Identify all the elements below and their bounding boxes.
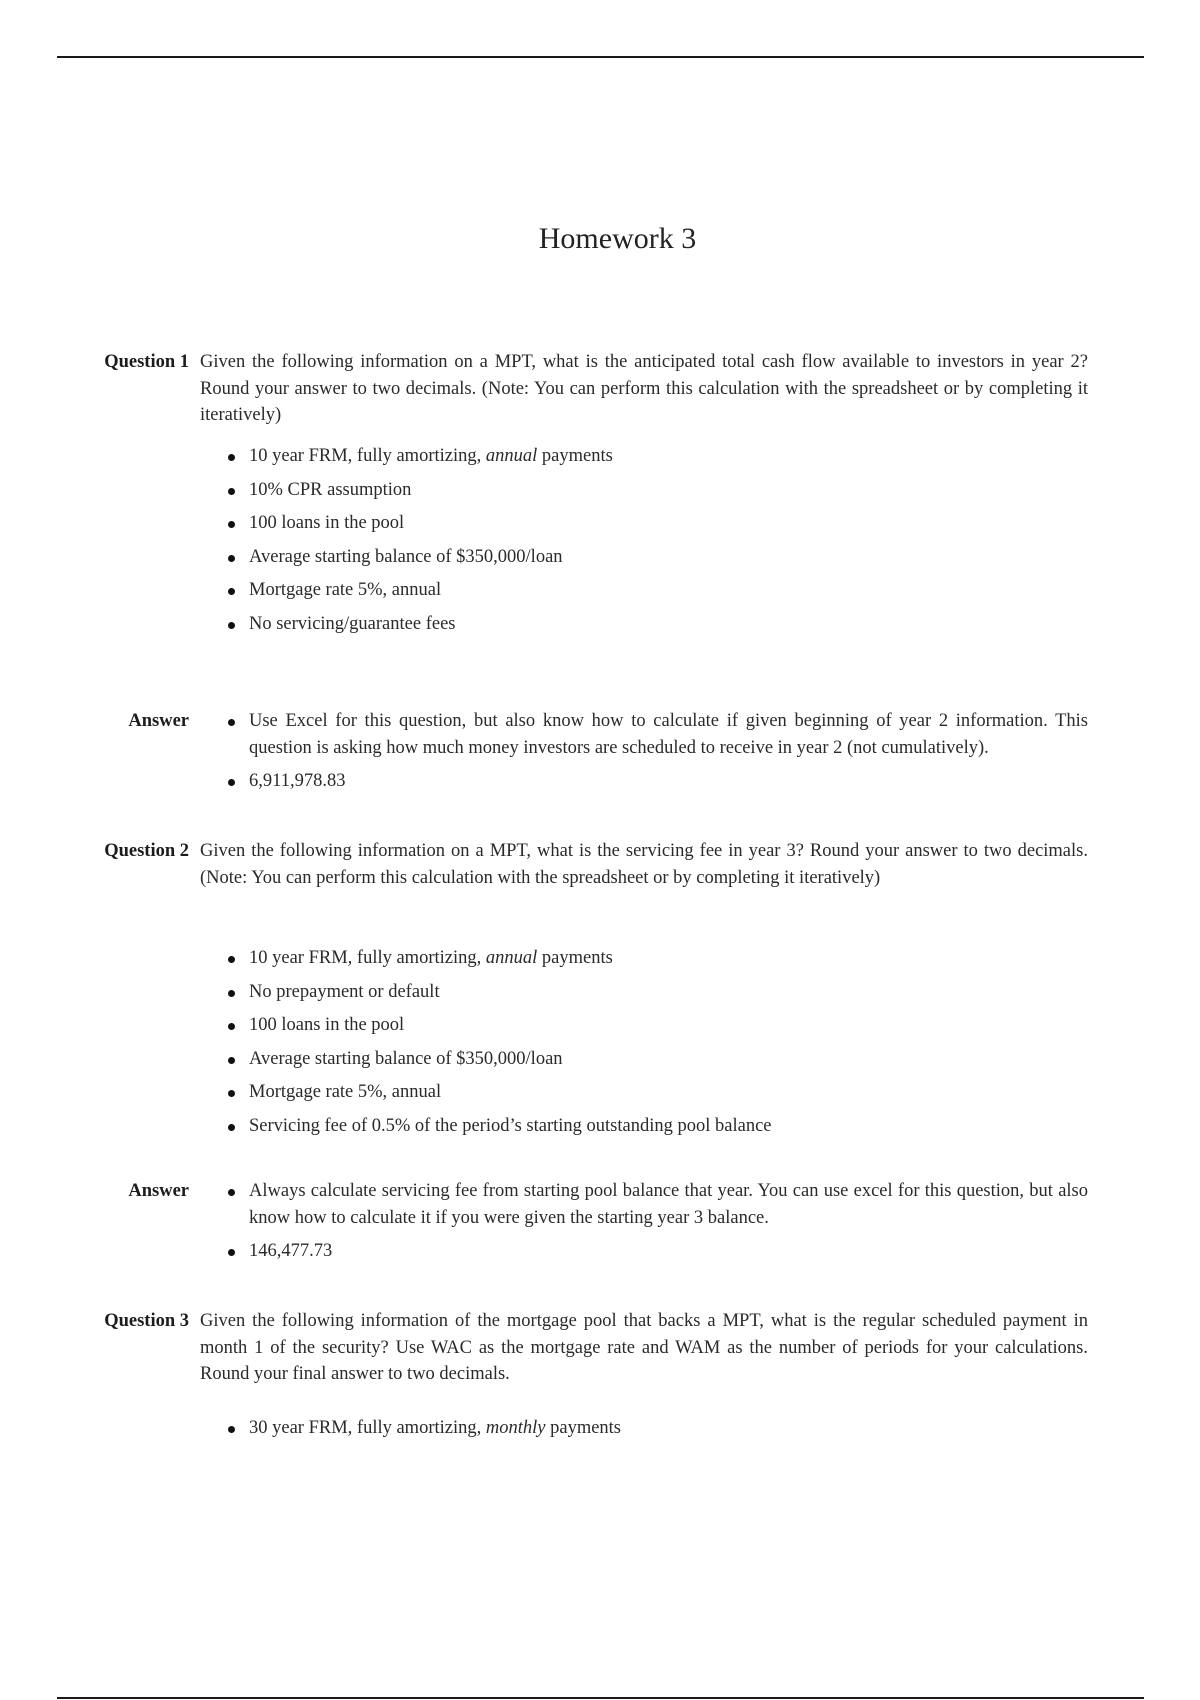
page-title: Homework 3 [538, 222, 697, 255]
header-rule [57, 56, 1144, 58]
answer-value: 146,477.73 [226, 1238, 1088, 1265]
list-item: Servicing fee of 0.5% of the period’s starting outstanding pool balance [226, 1113, 1088, 1140]
question-prompt: Given the following information of the mortgage pool that backs a MPT, what is the regular scheduled payment in month 1 of the security? Use WAC as the mortgage rate and WAM as the number of periods for your calculations. Round your final answer to two decimals. [200, 1311, 1088, 1384]
answer-label: Answer [128, 711, 189, 731]
list-item: Mortgage rate 5%, annual [226, 1079, 1088, 1106]
list-item: Average starting balance of $350,000/loan [226, 544, 1088, 571]
question-conditions-list [226, 1415, 1088, 1442]
question-prompt: Given the following information on a MPT, what is the servicing fee in year 3? Round your answer to two decimals. (Note: You can perform this calculation with the spreadsheet or by completing it iteratively) [200, 841, 1088, 888]
answer-list [226, 1178, 1088, 1265]
answer-note: Use Excel for this question, but also know how to calculate if given beginning of year 2 information. This question is asking how much money investors are scheduled to receive in year 2 (not cumulatively). [226, 708, 1088, 761]
answer-list [226, 708, 1088, 795]
question-conditions-list [226, 945, 1088, 1139]
list-item: 10 year FRM, fully amortizing, annual payments [226, 945, 1088, 972]
list-item: 10 year FRM, fully amortizing, annual payments [226, 443, 1088, 470]
list-item: Average starting balance of $350,000/loan [226, 1046, 1088, 1073]
question-label: Question 3 [104, 1311, 189, 1331]
footer-rule [57, 1697, 1144, 1699]
list-item: 30 year FRM, fully amortizing, monthly payments [226, 1415, 1088, 1442]
answer-value: 6,911,978.83 [226, 768, 1088, 795]
question-label: Question 2 [104, 841, 189, 861]
question-label: Question 1 [104, 352, 189, 372]
list-item: Mortgage rate 5%, annual [226, 577, 1088, 604]
list-item: 100 loans in the pool [226, 510, 1088, 537]
list-item: No servicing/guarantee fees [226, 611, 1088, 638]
list-item: 10% CPR assumption [226, 477, 1088, 504]
question-prompt: Given the following information on a MPT, what is the anticipated total cash flow available to investors in year 2? Round your answer to two decimals. (Note: You can perform this calculation with the spreadsheet or by completing it iteratively) [200, 352, 1088, 425]
answer-label: Answer [128, 1181, 189, 1201]
list-item: No prepayment or default [226, 979, 1088, 1006]
question-conditions-list [226, 443, 1088, 637]
list-item: 100 loans in the pool [226, 1012, 1088, 1039]
answer-note: Always calculate servicing fee from starting pool balance that year. You can use excel for this question, but also know how to calculate it if you were given the starting year 3 balance. [226, 1178, 1088, 1231]
